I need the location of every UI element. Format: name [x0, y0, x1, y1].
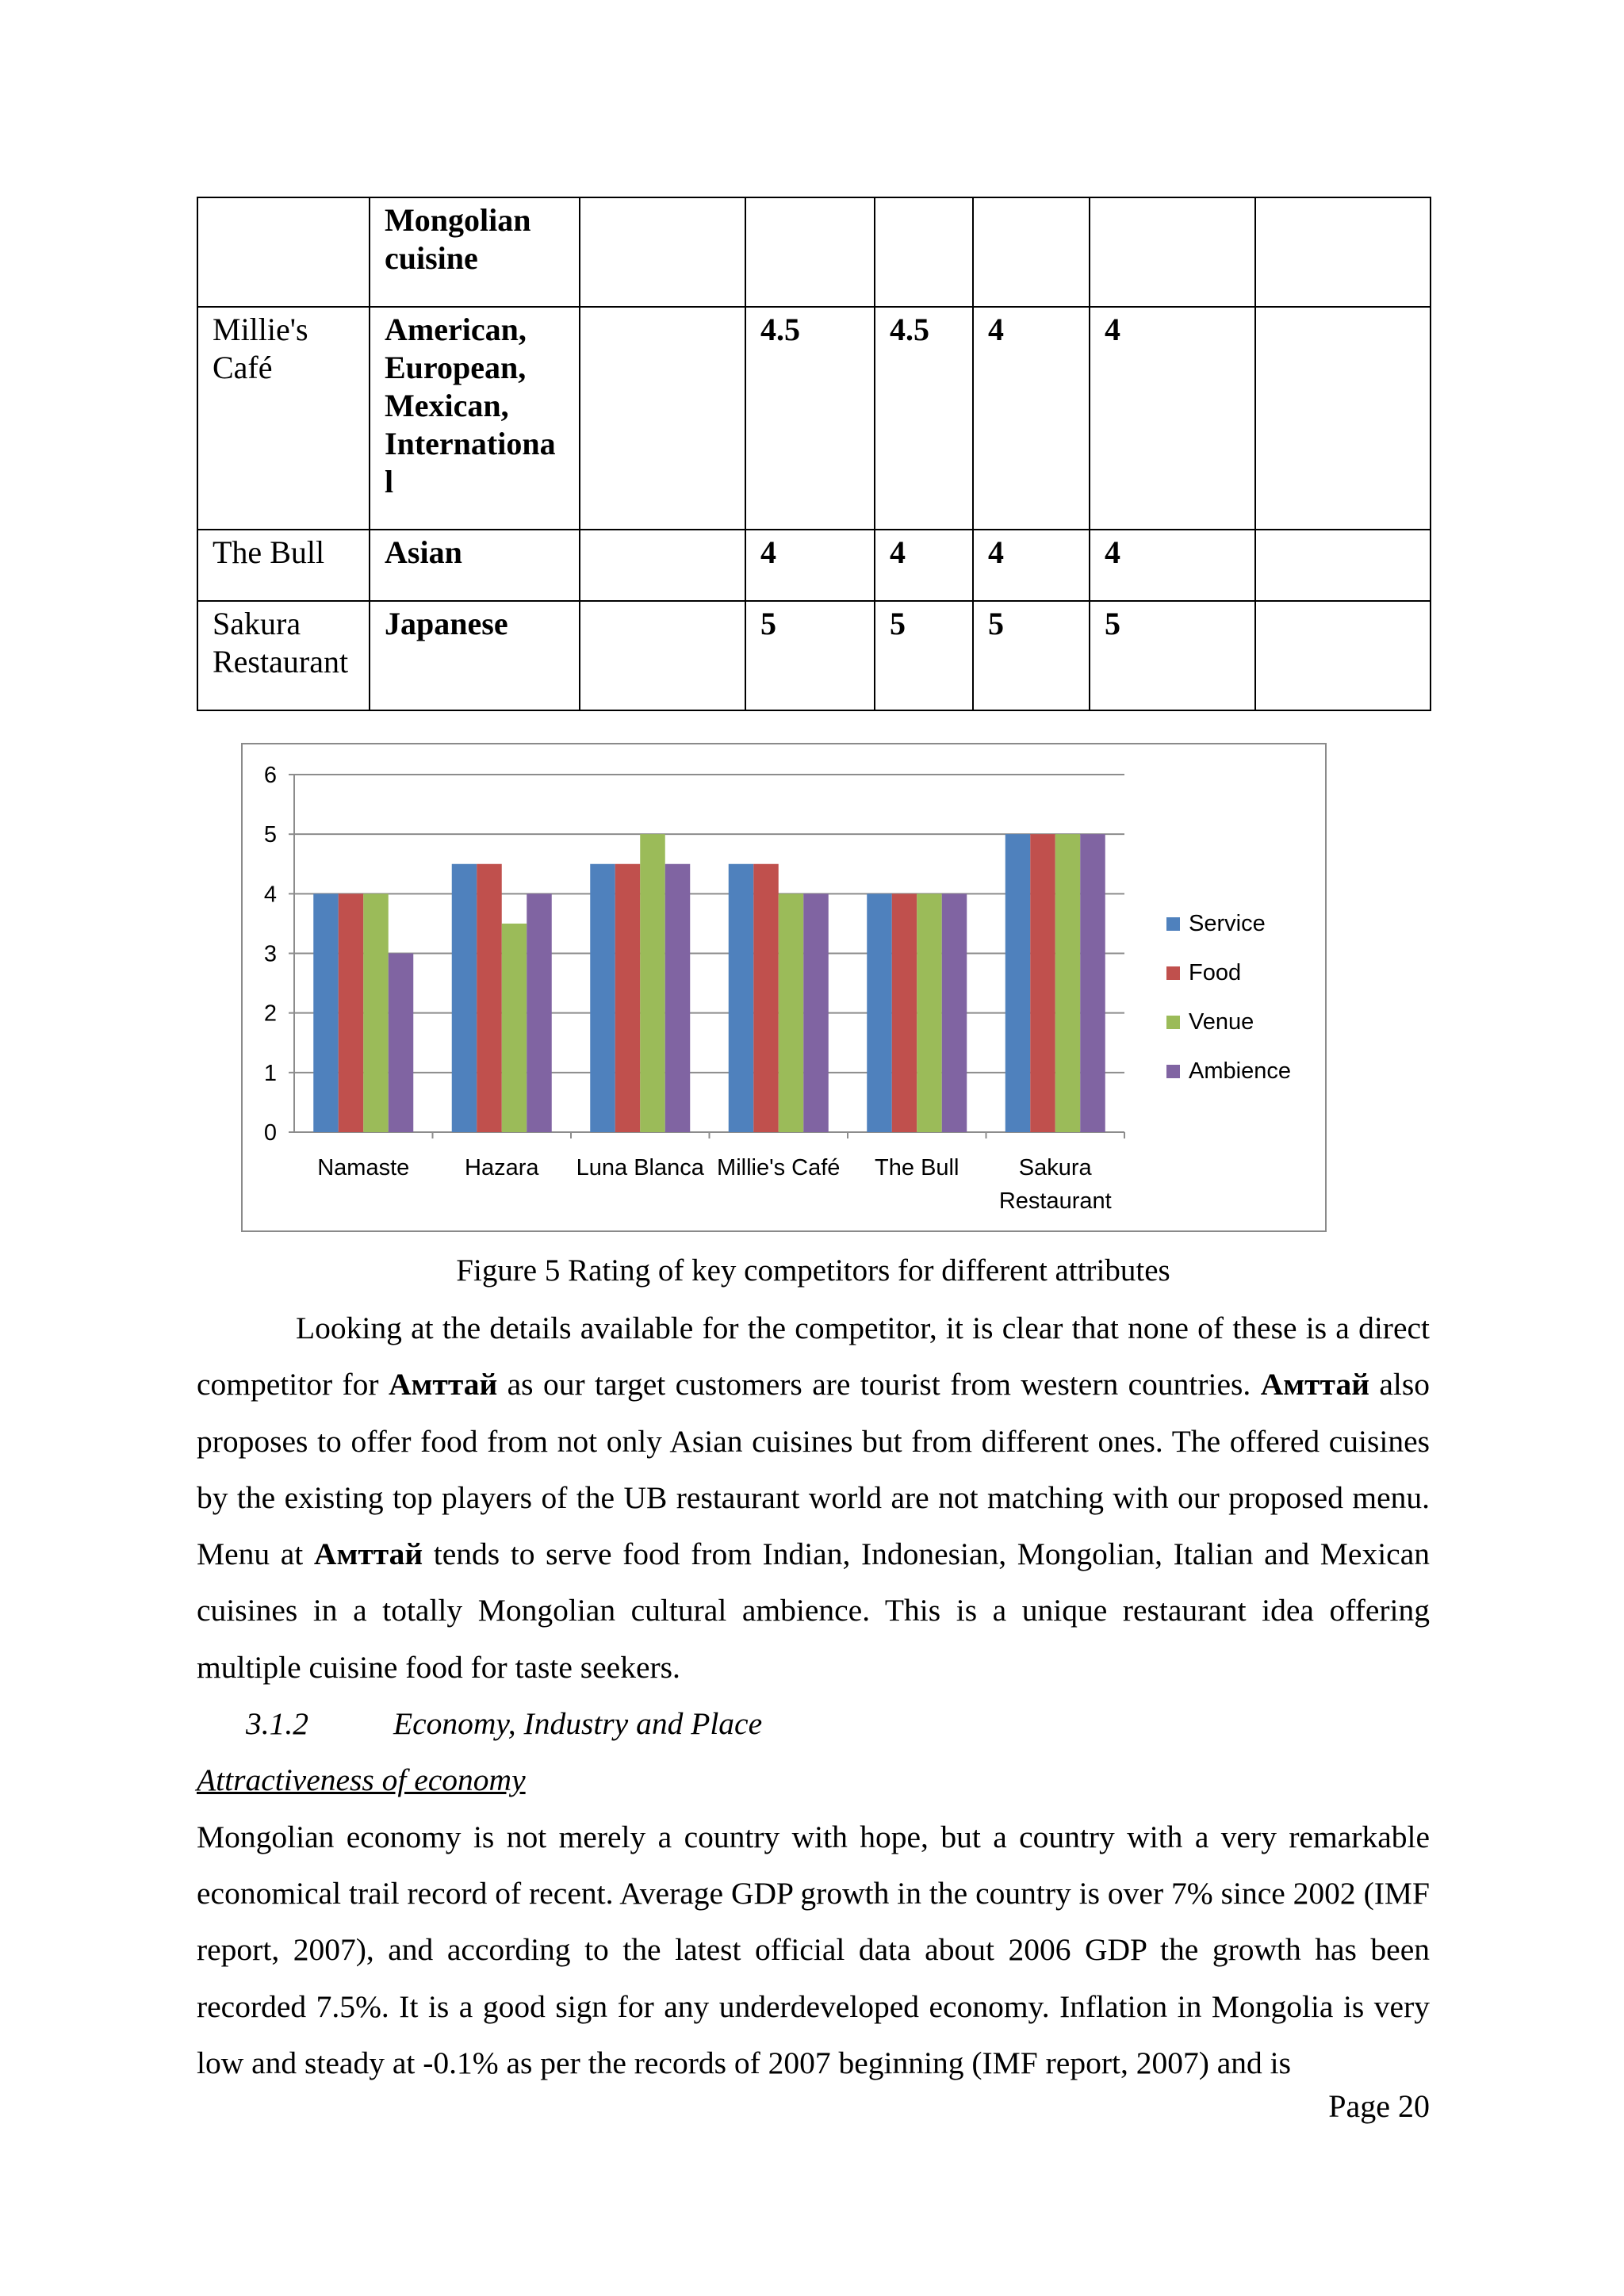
y-tick-label: 1 [263, 1060, 277, 1086]
chart-legend [1166, 899, 1291, 1096]
bar [917, 894, 942, 1132]
cuisine-cell: Asian [370, 530, 580, 601]
section-title: Economy, Industry and Place [393, 1706, 763, 1742]
subheading: Attractiveness of economy [197, 1762, 526, 1798]
bar [1030, 834, 1055, 1132]
ambience-rating-cell: 4 [1090, 307, 1255, 530]
table-row [197, 601, 1431, 710]
legend-item-food [1166, 948, 1291, 997]
venue-rating-cell: 5 [973, 601, 1090, 710]
x-category-label: Sakura [1018, 1155, 1092, 1181]
legend-label: Service [1189, 910, 1266, 936]
empty-cell [580, 530, 745, 601]
service-rating-cell: 4 [745, 530, 875, 601]
bar [665, 864, 691, 1132]
x-category-label: Namaste [317, 1155, 410, 1181]
bar [779, 894, 804, 1132]
cuisine-cell: Mongolian cuisine [370, 197, 580, 307]
legend-swatch-ambience [1166, 1065, 1180, 1078]
paragraph-competitors [197, 1300, 1430, 1696]
bar [339, 894, 364, 1132]
bar [867, 894, 892, 1132]
ratings-chart-plot [243, 744, 1324, 1230]
service-rating-cell: 4.5 [745, 307, 875, 530]
text-run: tends to serve food from Indian, Indonesian, Mongolian, Italian and Mexican cuisines in a totally Mongolian cultural ambience. This is a unique restaurant idea offering multiple cuisine food for taste seekers. [197, 1536, 1430, 1685]
text-run: Looking at the details available for the competitor, it is clear that none of these is a direct competitor for [197, 1311, 1430, 1402]
table-row [197, 307, 1431, 530]
ambience-rating-cell: 4 [1090, 530, 1255, 601]
section-heading [197, 1696, 1430, 1752]
bar [729, 864, 754, 1132]
x-category-label: Hazara [465, 1155, 539, 1181]
legend-item-venue [1166, 997, 1291, 1047]
bar [363, 894, 389, 1132]
bar [527, 894, 552, 1132]
bar [452, 864, 477, 1132]
y-tick-label: 2 [263, 1001, 277, 1027]
restaurant-name-cell: Sakura Restaurant [197, 601, 370, 710]
empty-cell [1255, 197, 1431, 307]
bar [803, 894, 829, 1132]
service-rating-cell [745, 197, 875, 307]
y-tick-label: 6 [263, 763, 277, 788]
venue-rating-cell: 4 [973, 307, 1090, 530]
bar [477, 864, 502, 1132]
service-rating-cell: 5 [745, 601, 875, 710]
ratings-chart [241, 743, 1327, 1232]
y-tick-label: 5 [263, 822, 277, 848]
venue-rating-cell: 4 [973, 530, 1090, 601]
bar [892, 894, 917, 1132]
empty-cell [1255, 307, 1431, 530]
table-row [197, 197, 1431, 307]
food-rating-cell: 5 [875, 601, 973, 710]
y-tick-label: 3 [263, 941, 277, 967]
bar [1080, 834, 1105, 1132]
cuisine-cell: Japanese [370, 601, 580, 710]
bar [590, 864, 615, 1132]
text-run: also proposes to offer food from not only Asian cuisines but from different ones. The offered cuisines by the existing top players of the UB restaurant world are not matching with our proposed menu. Menu at [197, 1367, 1430, 1572]
legend-item-ambience [1166, 1047, 1291, 1096]
food-rating-cell: 4.5 [875, 307, 973, 530]
bar [313, 894, 339, 1132]
food-rating-cell [875, 197, 973, 307]
brand-name: Амттай [389, 1367, 498, 1402]
empty-cell [580, 601, 745, 710]
restaurant-name-cell: The Bull [197, 530, 370, 601]
bar [640, 834, 665, 1132]
empty-cell [580, 307, 745, 530]
restaurant-name-cell: Millie's Café [197, 307, 370, 530]
paragraph-economy: Mongolian economy is not merely a country with hope, but a country with a very remarkable economical trail record of recent. Average GDP growth in the country is over 7% since 2002 (IMF report, 2007), and according to the latest official data about 2006 GDP the growth has been recorded 7.5%. It is a good sign for any underdeveloped economy. Inflation in Mongolia is very low and steady at -0.1% as per the records of 2007 beginning (IMF report, 2007) and is [197, 1819, 1430, 2080]
figure-caption: Figure 5 Rating of key competitors for different attributes [456, 1253, 1170, 1288]
empty-cell [580, 197, 745, 307]
restaurant-name-cell [197, 197, 370, 307]
x-category-label: Luna Blanca [576, 1155, 704, 1181]
table-row [197, 530, 1431, 601]
cuisine-cell: American, European, Mexican, Internationa l [370, 307, 580, 530]
competitor-table [197, 197, 1431, 711]
legend-swatch-service [1166, 917, 1180, 931]
empty-cell [1255, 530, 1431, 601]
venue-rating-cell [973, 197, 1090, 307]
text-run: as our target customers are tourist from western countries. [497, 1367, 1261, 1402]
bar [753, 864, 779, 1132]
x-category-label: Millie's Café [717, 1155, 841, 1181]
bar [942, 894, 967, 1132]
brand-name: Амттай [1260, 1367, 1369, 1402]
food-rating-cell: 4 [875, 530, 973, 601]
y-tick-label: 4 [263, 882, 277, 908]
body-text [197, 1300, 1430, 2091]
brand-name: Амттай [313, 1536, 423, 1572]
legend-label: Venue [1189, 1008, 1254, 1035]
bar [389, 954, 414, 1133]
legend-item-service [1166, 899, 1291, 948]
legend-swatch-venue [1166, 1016, 1180, 1029]
ambience-rating-cell [1090, 197, 1255, 307]
bar [1055, 834, 1081, 1132]
x-category-label: Restaurant [998, 1188, 1112, 1214]
ambience-rating-cell: 5 [1090, 601, 1255, 710]
bar [1005, 834, 1031, 1132]
page-number: Page 20 [1328, 2088, 1430, 2124]
legend-label: Food [1189, 959, 1242, 985]
y-tick-label: 0 [263, 1120, 277, 1146]
bar [502, 924, 527, 1132]
section-number: 3.1.2 [246, 1706, 308, 1742]
x-category-label: The Bull [875, 1155, 959, 1181]
legend-swatch-food [1166, 966, 1180, 980]
legend-label: Ambience [1189, 1058, 1291, 1084]
empty-cell [1255, 601, 1431, 710]
bar [615, 864, 641, 1132]
